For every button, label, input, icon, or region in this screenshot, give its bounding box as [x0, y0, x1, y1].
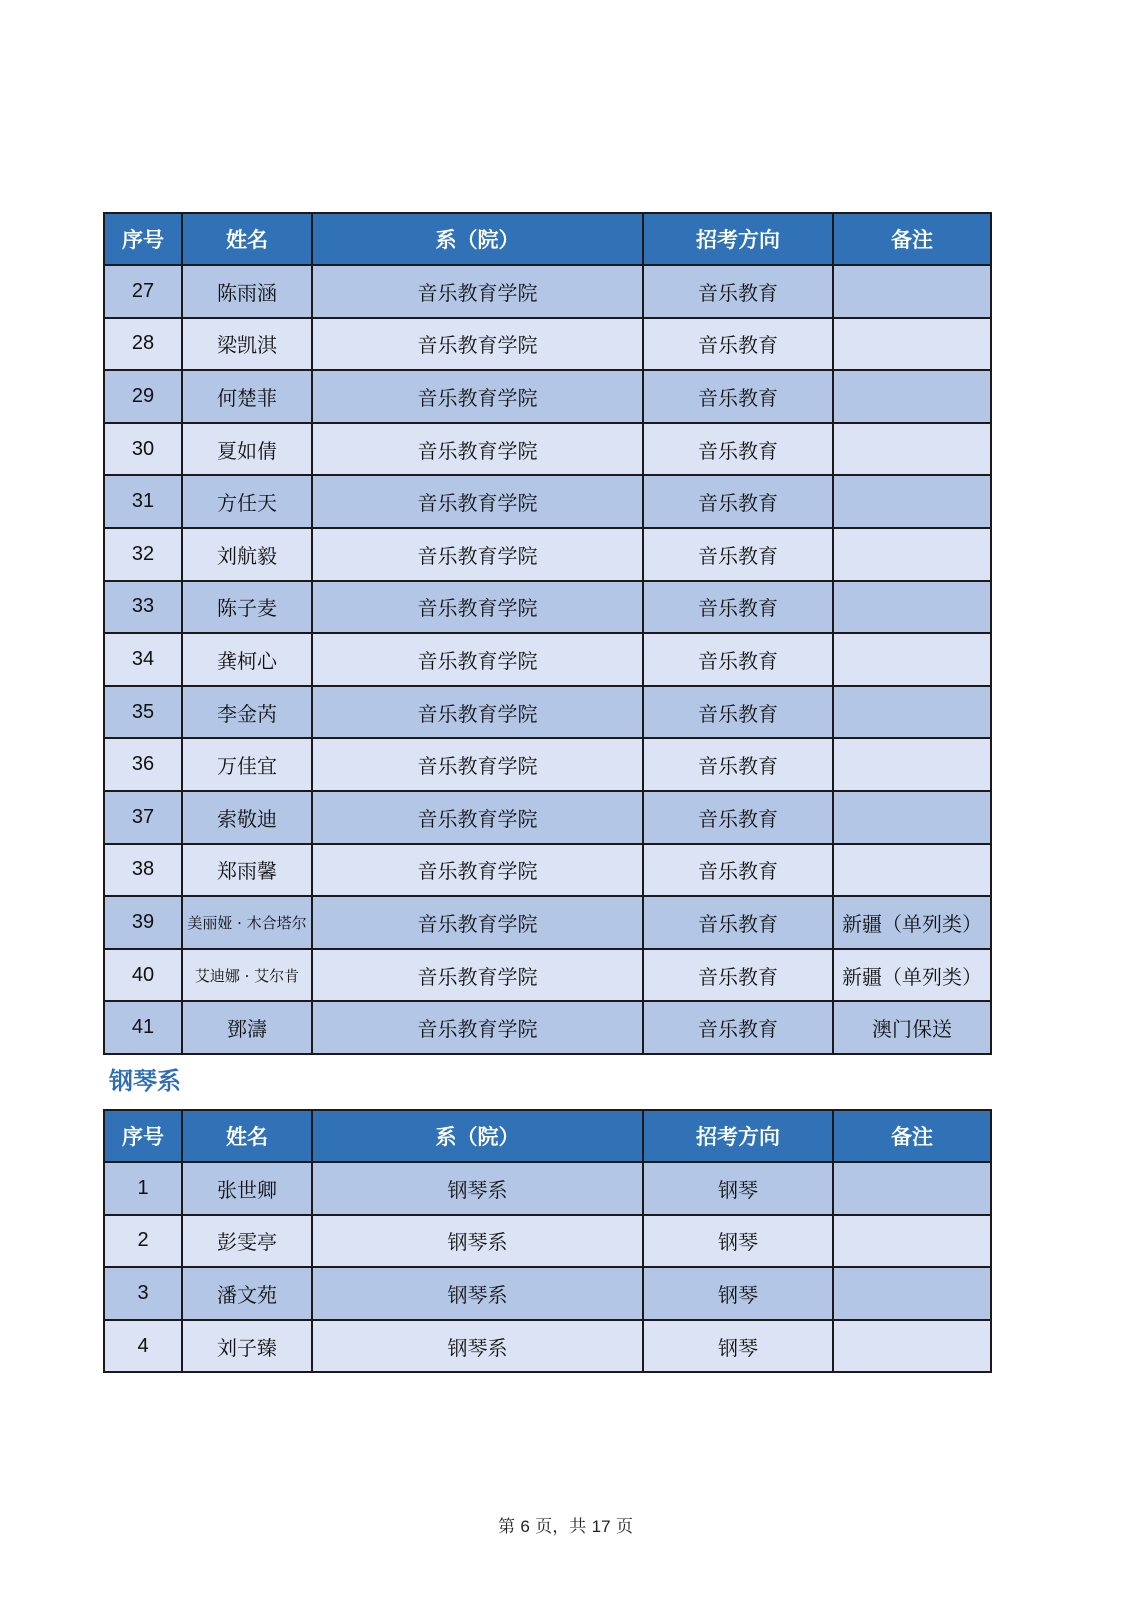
cell-name: 艾迪娜 · 艾尔肯 [182, 949, 312, 1002]
cell-department: 钢琴系 [312, 1267, 643, 1320]
table-row [104, 265, 991, 318]
cell-note [833, 633, 991, 686]
cell-note [833, 475, 991, 528]
cell-name: 李金芮 [182, 686, 312, 739]
cell-direction: 音乐教育 [643, 686, 833, 739]
cell-department: 音乐教育学院 [312, 896, 643, 949]
cell-number: 38 [104, 844, 182, 897]
cell-name: 陈雨涵 [182, 265, 312, 318]
cell-number: 34 [104, 633, 182, 686]
cell-note [833, 738, 991, 791]
cell-number: 29 [104, 370, 182, 423]
cell-direction: 钢琴 [643, 1215, 833, 1268]
roster-table-piano [103, 1109, 992, 1373]
cell-department: 音乐教育学院 [312, 423, 643, 476]
cell-direction: 音乐教育 [643, 423, 833, 476]
cell-name: 方任天 [182, 475, 312, 528]
cell-name: 郑雨馨 [182, 844, 312, 897]
header-number: 序号 [104, 1110, 182, 1162]
cell-department: 音乐教育学院 [312, 1001, 643, 1054]
cell-note [833, 1215, 991, 1268]
cell-direction: 音乐教育 [643, 318, 833, 371]
roster-table-music-education [103, 212, 992, 1055]
table-row [104, 581, 991, 634]
cell-note [833, 265, 991, 318]
table-row [104, 1001, 991, 1054]
table-row [104, 1267, 991, 1320]
table-row [104, 686, 991, 739]
header-note: 备注 [833, 1110, 991, 1162]
cell-number: 36 [104, 738, 182, 791]
table-header-row [104, 1110, 991, 1162]
cell-direction: 音乐教育 [643, 896, 833, 949]
cell-note [833, 1320, 991, 1373]
cell-department: 音乐教育学院 [312, 265, 643, 318]
cell-department: 音乐教育学院 [312, 475, 643, 528]
cell-name: 鄧濤 [182, 1001, 312, 1054]
cell-number: 39 [104, 896, 182, 949]
cell-direction: 音乐教育 [643, 528, 833, 581]
cell-number: 4 [104, 1320, 182, 1373]
table-row [104, 1215, 991, 1268]
header-number: 序号 [104, 213, 182, 265]
section-title-piano: 钢琴系 [109, 1067, 181, 1095]
page-footer [0, 1512, 1131, 1537]
cell-number: 27 [104, 265, 182, 318]
cell-department: 钢琴系 [312, 1320, 643, 1373]
cell-department: 音乐教育学院 [312, 581, 643, 634]
cell-note [833, 370, 991, 423]
table-row [104, 1162, 991, 1215]
cell-number: 30 [104, 423, 182, 476]
footer-prefix: 第 [497, 1517, 521, 1537]
cell-number: 32 [104, 528, 182, 581]
cell-direction: 音乐教育 [643, 791, 833, 844]
cell-direction: 音乐教育 [643, 1001, 833, 1054]
cell-number: 3 [104, 1267, 182, 1320]
footer-middle: 页，共 [529, 1517, 592, 1537]
table-row [104, 475, 991, 528]
cell-number: 28 [104, 318, 182, 371]
cell-department: 音乐教育学院 [312, 528, 643, 581]
header-department: 系（院） [312, 1110, 643, 1162]
cell-number: 40 [104, 949, 182, 1002]
table-row [104, 844, 991, 897]
cell-department: 音乐教育学院 [312, 633, 643, 686]
cell-name: 彭雯亭 [182, 1215, 312, 1268]
cell-direction: 音乐教育 [643, 370, 833, 423]
cell-note [833, 528, 991, 581]
cell-name: 龚柯心 [182, 633, 312, 686]
cell-name: 万佳宜 [182, 738, 312, 791]
footer-suffix: 页 [610, 1517, 633, 1537]
cell-direction: 钢琴 [643, 1267, 833, 1320]
cell-note [833, 581, 991, 634]
cell-department: 音乐教育学院 [312, 686, 643, 739]
table-row [104, 791, 991, 844]
cell-number: 33 [104, 581, 182, 634]
cell-direction: 音乐教育 [643, 265, 833, 318]
table-row [104, 528, 991, 581]
header-name: 姓名 [182, 213, 312, 265]
footer-page-number: 6 [520, 1517, 530, 1536]
table-row [104, 738, 991, 791]
header-note: 备注 [833, 213, 991, 265]
cell-note [833, 1267, 991, 1320]
cell-note [833, 423, 991, 476]
cell-note: 新疆（单列类） [833, 896, 991, 949]
cell-direction: 音乐教育 [643, 949, 833, 1002]
table-row [104, 949, 991, 1002]
header-department: 系（院） [312, 213, 643, 265]
header-direction: 招考方向 [643, 1110, 833, 1162]
cell-department: 音乐教育学院 [312, 370, 643, 423]
cell-department: 音乐教育学院 [312, 318, 643, 371]
cell-department: 音乐教育学院 [312, 844, 643, 897]
cell-note [833, 318, 991, 371]
header-direction: 招考方向 [643, 213, 833, 265]
cell-direction: 钢琴 [643, 1162, 833, 1215]
cell-number: 35 [104, 686, 182, 739]
cell-direction: 音乐教育 [643, 475, 833, 528]
cell-note: 澳门保送 [833, 1001, 991, 1054]
cell-note [833, 1162, 991, 1215]
cell-name: 夏如倩 [182, 423, 312, 476]
cell-note [833, 686, 991, 739]
header-name: 姓名 [182, 1110, 312, 1162]
cell-department: 音乐教育学院 [312, 949, 643, 1002]
cell-name: 何楚菲 [182, 370, 312, 423]
cell-note: 新疆（单列类） [833, 949, 991, 1002]
table-row [104, 318, 991, 371]
cell-name: 张世卿 [182, 1162, 312, 1215]
cell-number: 31 [104, 475, 182, 528]
cell-department: 钢琴系 [312, 1215, 643, 1268]
cell-department: 钢琴系 [312, 1162, 643, 1215]
cell-name: 潘文苑 [182, 1267, 312, 1320]
table-row [104, 1320, 991, 1373]
cell-direction: 钢琴 [643, 1320, 833, 1373]
cell-direction: 音乐教育 [643, 581, 833, 634]
cell-name: 陈子麦 [182, 581, 312, 634]
cell-note [833, 844, 991, 897]
cell-number: 2 [104, 1215, 182, 1268]
cell-department: 音乐教育学院 [312, 791, 643, 844]
table-header-row [104, 213, 991, 265]
cell-name: 美丽娅 · 木合塔尔 [182, 896, 312, 949]
cell-department: 音乐教育学院 [312, 738, 643, 791]
cell-name: 索敬迪 [182, 791, 312, 844]
footer-total-pages: 17 [591, 1517, 611, 1536]
cell-direction: 音乐教育 [643, 844, 833, 897]
table-row [104, 633, 991, 686]
cell-name: 刘子臻 [182, 1320, 312, 1373]
table-row [104, 370, 991, 423]
cell-number: 37 [104, 791, 182, 844]
cell-name: 刘航毅 [182, 528, 312, 581]
cell-number: 1 [104, 1162, 182, 1215]
cell-direction: 音乐教育 [643, 633, 833, 686]
cell-number: 41 [104, 1001, 182, 1054]
cell-note [833, 791, 991, 844]
cell-name: 梁凯淇 [182, 318, 312, 371]
cell-direction: 音乐教育 [643, 738, 833, 791]
table-row [104, 423, 991, 476]
table-row [104, 896, 991, 949]
